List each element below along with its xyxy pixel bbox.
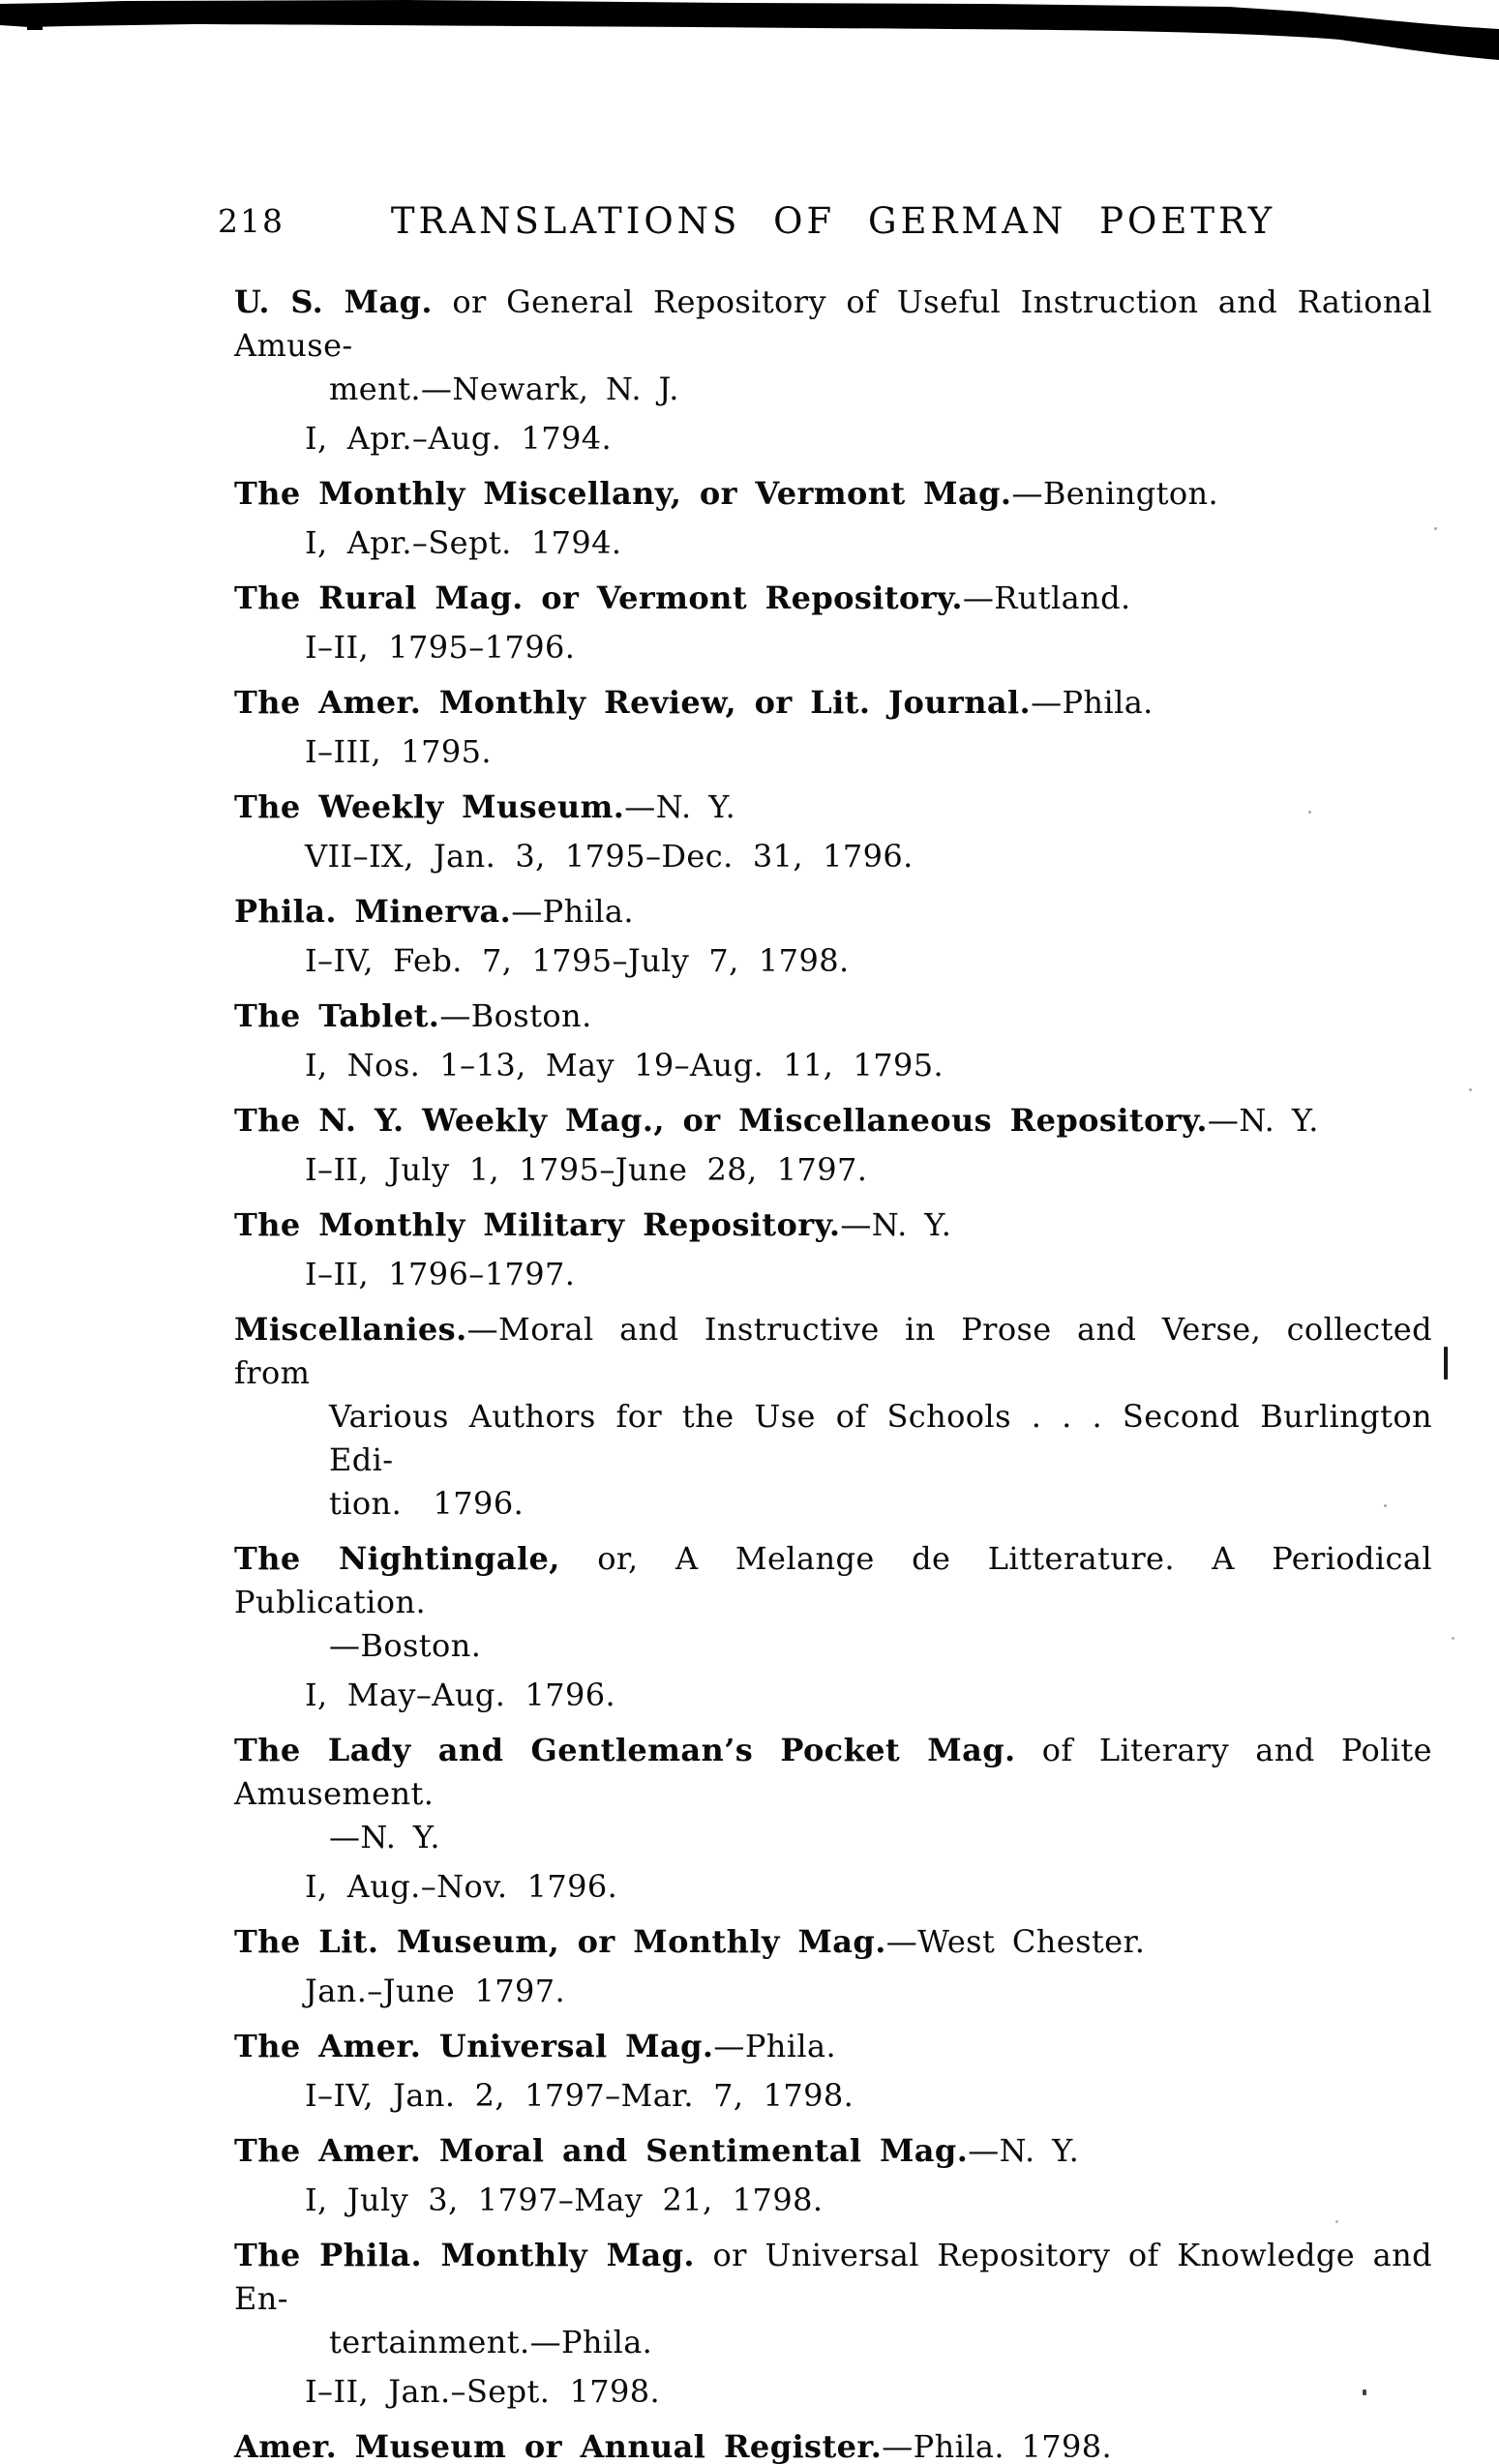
bibliography-entry xyxy=(234,2234,1432,2414)
bibliography-entry xyxy=(234,1920,1432,2013)
entry-text: I, Nos. 1–13, May 19–Aug. 11, 1795. xyxy=(305,1047,944,1084)
entry-text: Various Authors for the Use of Schools . . . Second Burlington Edi- xyxy=(329,1398,1432,1478)
entry-title: Phila. Minerva. xyxy=(234,893,512,930)
entry-text: —N. Y. xyxy=(329,1819,440,1855)
entry-title: The Monthly Miscellany, or Vermont Mag. xyxy=(234,475,1012,512)
entry-line xyxy=(305,1970,1432,2013)
entry-line xyxy=(234,1099,1432,1143)
entry-text: I–IV, Feb. 7, 1795–July 7, 1798. xyxy=(305,942,850,979)
scan-speck xyxy=(1434,527,1437,530)
entry-line xyxy=(305,730,1432,774)
page-header xyxy=(218,198,1432,245)
entry-line xyxy=(329,1482,1432,1526)
entry-line xyxy=(305,1044,1432,1087)
bibliography-entry xyxy=(234,2025,1432,2118)
bibliography-entry xyxy=(234,2425,1432,2464)
entry-title: Amer. Museum or Annual Register. xyxy=(234,2428,883,2464)
bibliography-entry xyxy=(234,786,1432,878)
entry-text: Jan.–June 1797. xyxy=(305,1973,566,2009)
entry-line xyxy=(234,1308,1432,1395)
entry-line xyxy=(305,2370,1432,2414)
entry-line xyxy=(234,1203,1432,1247)
entry-line xyxy=(234,1537,1432,1624)
bibliography-entry xyxy=(234,472,1432,565)
entry-line xyxy=(305,626,1432,669)
entry-line xyxy=(234,2129,1432,2173)
entry-line xyxy=(305,417,1432,460)
entry-line xyxy=(329,1816,1432,1859)
bibliography-entry xyxy=(234,1099,1432,1192)
entry-title: Miscellanies. xyxy=(234,1311,467,1348)
entry-line xyxy=(305,521,1432,565)
bibliography-entry xyxy=(234,577,1432,669)
bibliography-list xyxy=(234,281,1432,2464)
bibliography-entry xyxy=(234,281,1432,460)
entry-line xyxy=(305,1148,1432,1192)
entry-title: The Lady and Gentleman’s Pocket Mag. xyxy=(234,1732,1016,1768)
entry-line xyxy=(234,1920,1432,1964)
entry-line xyxy=(305,1674,1432,1717)
entry-text: —Phila. xyxy=(713,2028,837,2064)
entry-title: The Rural Mag. or Vermont Repository. xyxy=(234,579,963,616)
entry-title: The Amer. Universal Mag. xyxy=(234,2028,714,2064)
entry-title: The Weekly Museum. xyxy=(234,788,625,825)
entry-text: of Literary and Polite Amusement. xyxy=(234,1732,1432,1812)
entry-line xyxy=(234,1729,1432,1816)
entry-text: I, May–Aug. 1796. xyxy=(305,1677,616,1713)
entry-title: The Lit. Museum, or Monthly Mag. xyxy=(234,1923,886,1960)
page-number: 218 xyxy=(218,202,285,240)
entry-title: The Phila. Monthly Mag. xyxy=(234,2237,695,2273)
entry-title: The Amer. Monthly Review, or Lit. Journal. xyxy=(234,684,1032,721)
entry-line xyxy=(329,368,1432,411)
bibliography-entry xyxy=(234,1537,1432,1717)
entry-line xyxy=(234,281,1432,368)
scan-artifact-top xyxy=(0,0,1499,126)
entry-title: The Amer. Moral and Sentimental Mag. xyxy=(234,2132,969,2169)
entry-text: or General Repository of Useful Instruction and Rational Amuse- xyxy=(234,283,1432,364)
entry-text: I–III, 1795. xyxy=(305,733,492,770)
entry-text: —N. Y. xyxy=(968,2132,1080,2169)
entry-text: I, Aug.–Nov. 1796. xyxy=(305,1868,618,1905)
entry-text: —Boston. xyxy=(439,997,592,1034)
entry-line xyxy=(234,890,1432,934)
entry-text: VII–IX, Jan. 3, 1795–Dec. 31, 1796. xyxy=(305,838,914,875)
scan-speck xyxy=(1469,1088,1472,1091)
page-content xyxy=(0,198,1499,2464)
bibliography-entry xyxy=(234,1308,1432,1526)
entry-line xyxy=(329,1395,1432,1482)
scan-speck xyxy=(1413,298,1416,301)
entry-line xyxy=(329,1624,1432,1668)
entry-text: I–II, Jan.–Sept. 1798. xyxy=(305,2373,661,2410)
bibliography-entry xyxy=(234,1729,1432,1909)
entry-text: —N. Y. xyxy=(1207,1102,1319,1139)
entry-text: I–II, 1795–1796. xyxy=(305,629,576,666)
entry-text: I, July 3, 1797–May 21, 1798. xyxy=(305,2182,824,2218)
entry-text: ment.—Newark, N. J. xyxy=(329,371,679,407)
entry-text: I, Apr.–Sept. 1794. xyxy=(305,524,622,561)
entry-line xyxy=(234,786,1432,829)
entry-line xyxy=(234,577,1432,620)
entry-text: —Phila. xyxy=(511,893,634,930)
entry-text: I, Apr.–Aug. 1794. xyxy=(305,420,613,457)
bibliography-entry xyxy=(234,890,1432,983)
scan-speck xyxy=(1384,1504,1387,1507)
entry-line xyxy=(234,2234,1432,2321)
entry-text: I–II, 1796–1797. xyxy=(305,1256,576,1292)
entry-title: U. S. Mag. xyxy=(234,283,433,320)
entry-text: —Boston. xyxy=(329,1627,482,1664)
running-title: TRANSLATIONS OF GERMAN POETRY xyxy=(390,200,1276,242)
bibliography-entry xyxy=(234,681,1432,774)
entry-text: —Benington. xyxy=(1011,475,1219,512)
scan-speck xyxy=(1363,2390,1366,2395)
bibliography-entry xyxy=(234,995,1432,1087)
bibliography-entry xyxy=(234,1203,1432,1296)
entry-title: The N. Y. Weekly Mag., or Miscellaneous Repository. xyxy=(234,1102,1208,1139)
bibliography-entry xyxy=(234,2129,1432,2222)
entry-line xyxy=(305,835,1432,878)
entry-line xyxy=(305,1253,1432,1296)
entry-line xyxy=(305,2074,1432,2118)
entry-line xyxy=(305,1865,1432,1909)
entry-text: I–II, July 1, 1795–June 28, 1797. xyxy=(305,1151,868,1188)
entry-line xyxy=(234,2425,1432,2464)
entry-text: tion. 1796. xyxy=(329,1485,525,1522)
entry-text: tertainment.—Phila. xyxy=(329,2324,653,2360)
entry-line xyxy=(234,2025,1432,2068)
entry-title: The Nightingale, xyxy=(234,1540,560,1577)
scan-speck xyxy=(1335,2220,1338,2223)
entry-text: —N. Y. xyxy=(624,788,736,825)
entry-text: —Rutland. xyxy=(962,579,1131,616)
entry-title: The Tablet. xyxy=(234,997,440,1034)
entry-text: —West Chester. xyxy=(885,1923,1146,1960)
entry-line xyxy=(305,2179,1432,2222)
entry-text: —Phila. 1798. xyxy=(882,2428,1113,2464)
entry-line xyxy=(329,2321,1432,2364)
entry-line xyxy=(234,681,1432,725)
scan-speck xyxy=(1308,811,1311,814)
entry-text: or, A Melange de Litterature. A Periodical Publication. xyxy=(234,1540,1432,1620)
entry-text: —N. Y. xyxy=(840,1206,952,1243)
entry-line xyxy=(234,472,1432,516)
scan-artifact-mark xyxy=(1444,1347,1448,1380)
entry-line xyxy=(234,995,1432,1038)
entry-title: The Monthly Military Repository. xyxy=(234,1206,841,1243)
entry-text: —Moral and Instructive in Prose and Verse, collected from xyxy=(234,1311,1432,1391)
scan-speck xyxy=(1452,1637,1454,1640)
entry-line xyxy=(305,939,1432,983)
entry-text: or Universal Repository of Knowledge and En- xyxy=(234,2237,1433,2317)
entry-text: —Phila. xyxy=(1031,684,1154,721)
entry-text: I–IV, Jan. 2, 1797–Mar. 7, 1798. xyxy=(305,2077,854,2114)
